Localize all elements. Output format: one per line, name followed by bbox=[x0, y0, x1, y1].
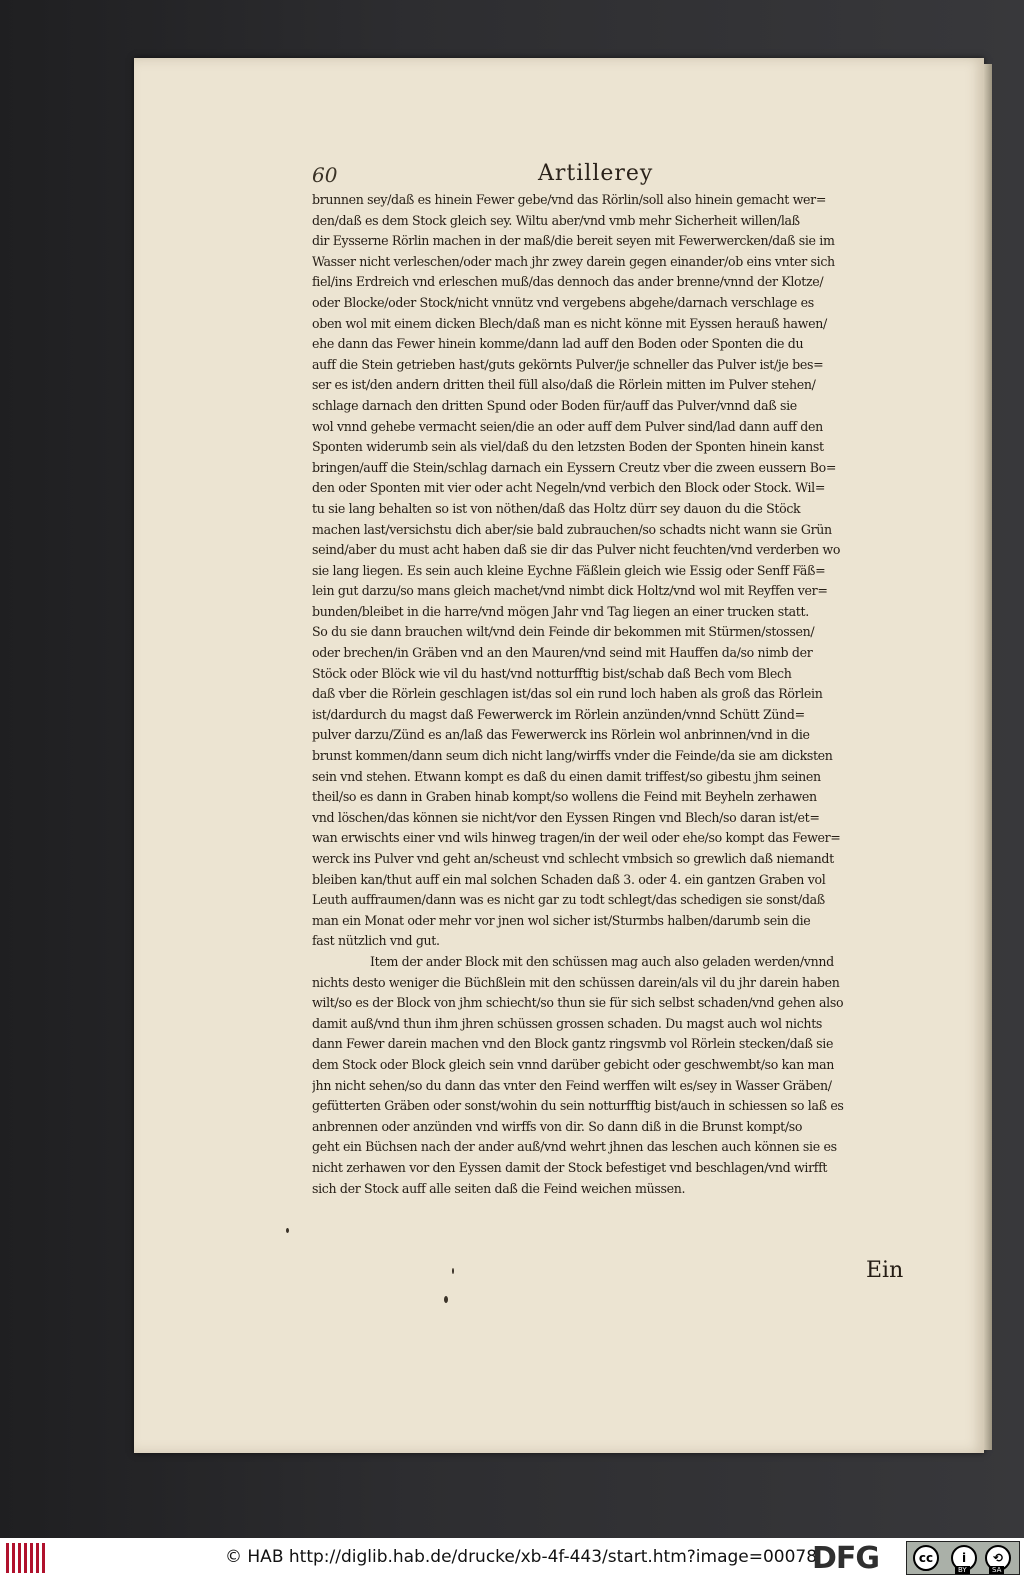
text-line: nichts desto weniger die Büchßlein mit den schüssen darein/als vil du jhr darein haben bbox=[312, 974, 840, 990]
page-number: 60 bbox=[312, 163, 338, 187]
body-text bbox=[312, 190, 904, 1199]
text-line: dir Eysserne Rörlin machen in der maß/die bereit seyen mit Fewerwercken/daß sie im bbox=[312, 233, 835, 249]
text-line: tu sie lang behalten so ist von nöthen/daß das Holtz dürr sey dauon du die Stöck bbox=[312, 500, 801, 516]
text-line: bringen/auff die Stein/schlag darnach ein Eyssern Creutz vber die zween eussern Bo= bbox=[312, 459, 837, 475]
text-line: theil/so es dann in Graben hinab kompt/so wollens die Feind mit Beyheln zerhawen bbox=[312, 789, 817, 805]
text-line: seind/aber du must acht haben daß sie dir das Pulver nicht feuchten/vnd verderben wo bbox=[312, 542, 841, 558]
running-head: Artillerey bbox=[538, 161, 654, 186]
text-line: wan erwischts einer vnd wils hinweg tragen/in der weil oder ehe/so kompt das Fewer= bbox=[312, 830, 841, 846]
text-line: daß vber die Rörlein geschlagen ist/das sol ein rund loch haben als groß das Rörlein bbox=[312, 686, 823, 702]
text-line: ist/dardurch du magst daß Fewerwerck im Rörlein anzünden/vnnd Schütt Zünd= bbox=[312, 706, 805, 722]
cc-icon: cc bbox=[913, 1545, 939, 1571]
text-line: bleiben kan/thut auff ein mal solchen Schaden daß 3. oder 4. ein gantzen Graben vol bbox=[312, 871, 826, 887]
text-line: geht ein Büchsen nach der ander auß/vnd wehrt jhnen das leschen auch können sie es bbox=[312, 1139, 837, 1155]
text-line: oben wol mit einem dicken Blech/daß man es nicht könne mit Eyssen herauß hawen/ bbox=[312, 315, 827, 331]
by-icon: i bbox=[951, 1545, 977, 1571]
text-line: jhn nicht sehen/so du dann das vnter den Feind werffen wilt es/sey in Wasser Gräben/ bbox=[312, 1077, 832, 1093]
ink-speck bbox=[286, 1228, 289, 1233]
text-line: den/daß es dem Stock gleich sey. Wiltu aber/vnd vmb mehr Sicherheit willen/laß bbox=[312, 212, 800, 228]
text-line: pulver darzu/Zünd es an/laß das Fewerwerck ins Rörlein wol anbrinnen/vnd in die bbox=[312, 727, 810, 743]
text-line: Sponten widerumb sein als viel/daß du den letzsten Boden der Sponten hinein kanst bbox=[312, 439, 824, 455]
text-line: Wasser nicht verleschen/oder mach jhr zwey darein gegen einander/ob eins vnter sich bbox=[312, 253, 835, 269]
page-edge bbox=[984, 64, 992, 1450]
text-line: wilt/so es der Block von jhm schiecht/so thun sie für sich selbst schaden/vnd gehen also bbox=[312, 995, 844, 1011]
catchword: Ein bbox=[866, 1258, 904, 1283]
sa-label: SA bbox=[989, 1566, 1004, 1574]
text-line: dem Stock oder Block gleich sein vnnd darüber gebicht oder geschwembt/so kan man bbox=[312, 1056, 835, 1072]
text-line: Leuth auffraumen/dann was es nicht gar zu todt schlegt/das schedigen sie sonst/daß bbox=[312, 892, 825, 908]
text-line: anbrennen oder anzünden vnd wirffs von dir. So dann diß in die Brunst kompt/so bbox=[312, 1118, 803, 1134]
text-line: brunst kommen/dann seum dich nicht lang/wirffs vnder die Feinde/da sie am dicksten bbox=[312, 748, 833, 764]
text-line: Item der ander Block mit den schüssen mag auch also geladen werden/vnnd bbox=[370, 953, 834, 969]
hab-barcode-icon bbox=[6, 1543, 48, 1573]
text-line: man ein Monat oder mehr vor jnen wol sicher ist/Sturmbs halben/darumb sein die bbox=[312, 912, 811, 928]
text-line: So du sie dann brauchen wilt/vnd dein Feinde dir bekommen mit Stürmen/stossen/ bbox=[312, 624, 815, 640]
text-line: dann Fewer darein machen vnd den Block gantz ringsvmb vol Rörlein stecken/daß sie bbox=[312, 1036, 834, 1052]
ink-speck bbox=[444, 1296, 448, 1303]
text-line: fiel/ins Erdreich vnd erleschen muß/das dennoch das ander brenne/vnnd der Klotze/ bbox=[312, 274, 824, 290]
text-line: werck ins Pulver vnd geht an/scheust vnd schlecht vmbsich so grewlich daß niemandt bbox=[312, 851, 834, 866]
text-line: brunnen sey/daß es hinein Fewer gebe/vnd das Rörlin/soll also hinein gemacht wer= bbox=[312, 192, 827, 207]
text-line: wol vnnd gehebe vermacht seien/die an oder auff dem Pulver sind/lad dann auff den bbox=[312, 418, 823, 434]
text-line: sie lang liegen. Es sein auch kleine Eychne Fäßlein gleich wie Essig oder Senff Fäß= bbox=[312, 562, 826, 578]
text-line: ehe dann das Fewer hinein komme/dann lad auff den Boden oder Sponten die du bbox=[312, 336, 804, 352]
text-line: gefütterten Gräben oder sonst/wohin du sein notturfftig bist/auch in schiessen so laß es bbox=[312, 1098, 844, 1114]
text-line: vnd löschen/das können sie nicht/vor den Eyssen Ringen vnd Blech/so daran ist/et= bbox=[312, 809, 820, 825]
text-line: oder Blocke/oder Stock/nicht vnnütz vnd vergebens abgehe/darnach verschlage es bbox=[312, 294, 814, 310]
text-line: fast nützlich vnd gut. bbox=[312, 933, 440, 949]
by-label: BY bbox=[955, 1566, 970, 1574]
copyright-link[interactable]: © HAB http://diglib.hab.de/drucke/xb-4f-443/start.htm?image=00078 bbox=[225, 1547, 818, 1567]
sa-icon: ⟲ bbox=[985, 1545, 1011, 1571]
cc-by-sa-badge[interactable] bbox=[906, 1541, 1020, 1575]
page-header bbox=[312, 163, 902, 193]
text-line: sein vnd stehen. Etwann kompt es daß du einen damit triffest/so gibestu jhm seinen bbox=[312, 768, 821, 784]
text-line: auff die Stein getrieben hast/guts gekörnts Pulver/je schneller das Pulver ist/je bes= bbox=[312, 356, 824, 372]
text-line: schlage darnach den dritten Spund oder Boden für/auff das Pulver/vnnd daß sie bbox=[312, 397, 797, 413]
text-line: nicht zerhawen vor den Eyssen damit der Stock befestiget vnd beschlagen/vnd wirfft bbox=[312, 1159, 828, 1175]
text-line: bunden/bleibet in die harre/vnd mögen Jahr vnd Tag liegen an einer trucken statt. bbox=[312, 603, 809, 619]
ink-speck bbox=[452, 1268, 454, 1274]
text-line: machen last/versichstu dich aber/sie bald zubrauchen/so schadts nicht wann sie Grün bbox=[312, 521, 832, 537]
text-line: den oder Sponten mit vier oder acht Negeln/vnd verbich den Block oder Stock. Wil= bbox=[312, 480, 826, 496]
text-line: damit auß/vnd thun ihm jhren schüssen grossen schaden. Du magst auch wol nichts bbox=[312, 1015, 823, 1031]
footer-bar bbox=[0, 1538, 1024, 1579]
text-line: sich der Stock auff alle seiten daß die Feind weichen müssen. bbox=[312, 1180, 686, 1196]
text-line: ser es ist/den andern dritten theil füll also/daß die Rörlein mitten im Pulver stehen/ bbox=[312, 377, 816, 393]
text-line: Stöck oder Blöck wie vil du hast/vnd notturfftig bist/schab daß Bech vom Blech bbox=[312, 665, 792, 681]
text-line: oder brechen/in Gräben vnd an den Mauren/vnd seind mit Hauffen da/so nimb der bbox=[312, 645, 813, 661]
text-line: lein gut darzu/so mans gleich machet/vnd nimbt dick Holtz/vnd wol mit Reyffen ver= bbox=[312, 583, 828, 599]
dfg-logo: DFG bbox=[812, 1541, 880, 1576]
